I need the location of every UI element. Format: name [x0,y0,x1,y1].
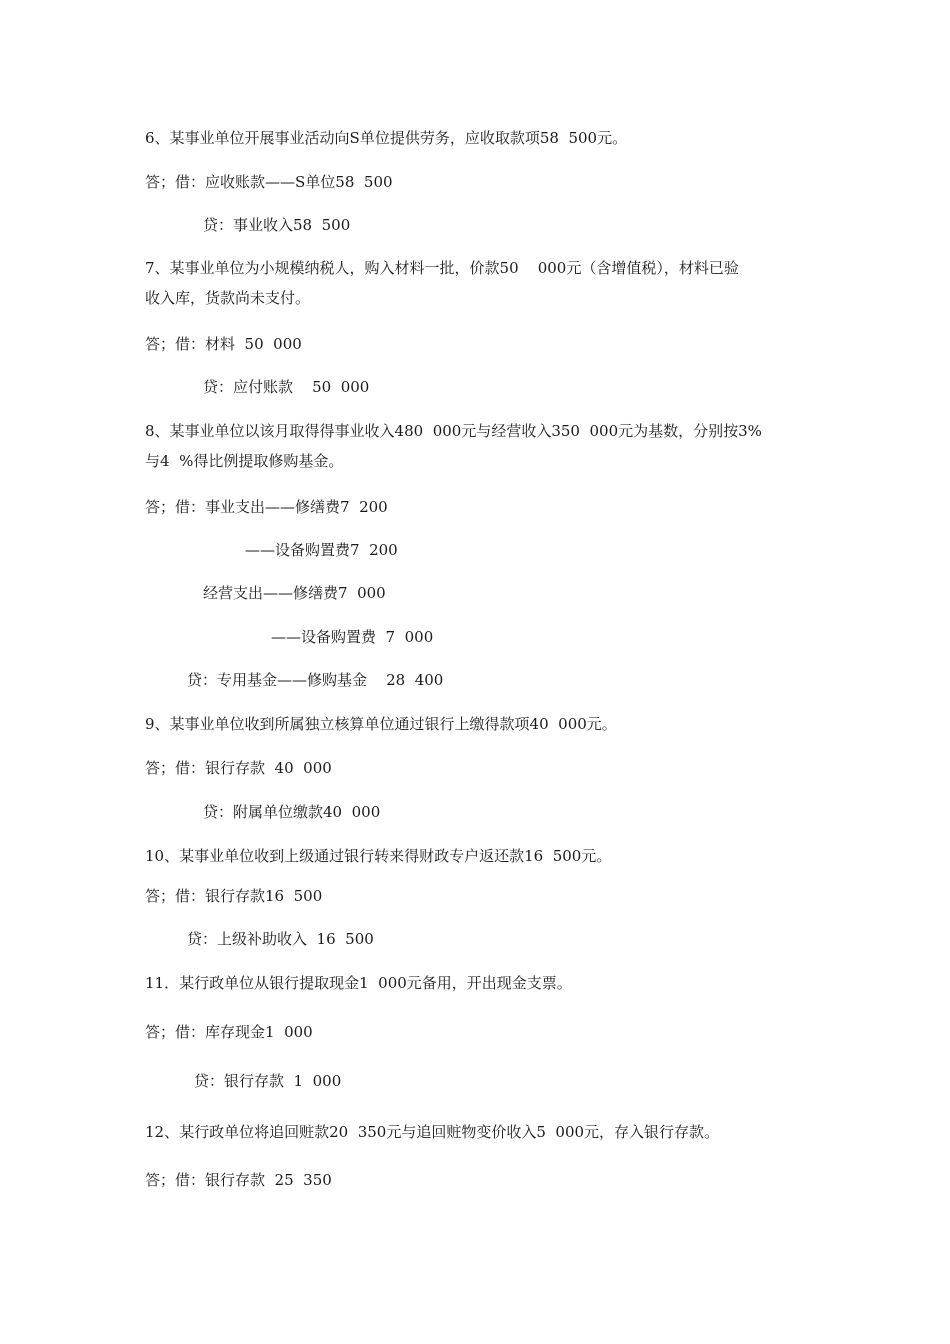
q8-answer-debit-3: 经营支出——修缮费7 000 [203,584,386,602]
q9-answer-debit: 答；借：银行存款 40 000 [145,759,332,777]
q8-answer-credit: 贷：专用基金——修购基金 28 400 [187,671,444,689]
q8-answer-debit-2: ——设备购置费7 200 [245,541,398,559]
q7-text-line1: 7、某事业单位为小规模纳税人，购入材料一批，价款50 000元（含增值税），材料已验 [145,259,739,277]
q11-answer-credit: 贷：银行存款 1 000 [194,1072,342,1090]
q8-text-line2: 与4 %得比例提取修购基金。 [145,452,344,470]
q7-answer-debit: 答；借：材料 50 000 [145,335,302,353]
q8-answer-debit-1: 答；借：事业支出——修缮费7 200 [145,498,388,516]
q6-answer-debit: 答；借：应收账款——S单位58 500 [145,173,393,191]
q10-text: 10、某事业单位收到上级通过银行转来得财政专户返还款16 500元。 [145,847,612,865]
q12-answer-debit: 答；借：银行存款 25 350 [145,1171,332,1189]
q7-answer-credit: 贷：应付账款 50 000 [203,378,370,396]
q10-answer-credit: 贷：上级补助收入 16 500 [187,930,374,948]
q6-answer-credit: 贷：事业收入58 500 [203,216,351,234]
q10-answer-debit: 答；借：银行存款16 500 [145,887,323,905]
q11-text: 11．某行政单位从银行提取现金1 000元备用，开出现金支票。 [145,974,572,992]
q9-text: 9、某事业单位收到所属独立核算单位通过银行上缴得款项40 000元。 [145,715,617,733]
q8-answer-debit-4: ——设备购置费 7 000 [271,628,434,646]
q6-text: 6、某事业单位开展事业活动向S单位提供劳务，应收取款项58 500元。 [145,129,628,147]
q12-text: 12、某行政单位将追回赃款20 350元与追回赃物变价收入5 000元，存入银行存款。 [145,1123,720,1141]
q9-answer-credit: 贷：附属单位缴款40 000 [203,803,381,821]
q11-answer-debit: 答；借：库存现金1 000 [145,1023,313,1041]
q8-text-line1: 8、某事业单位以该月取得得事业收入480 000元与经营收入350 000元为基数，分别按3% [145,422,762,440]
q7-text-line2: 收入库，货款尚未支付。 [145,289,311,307]
